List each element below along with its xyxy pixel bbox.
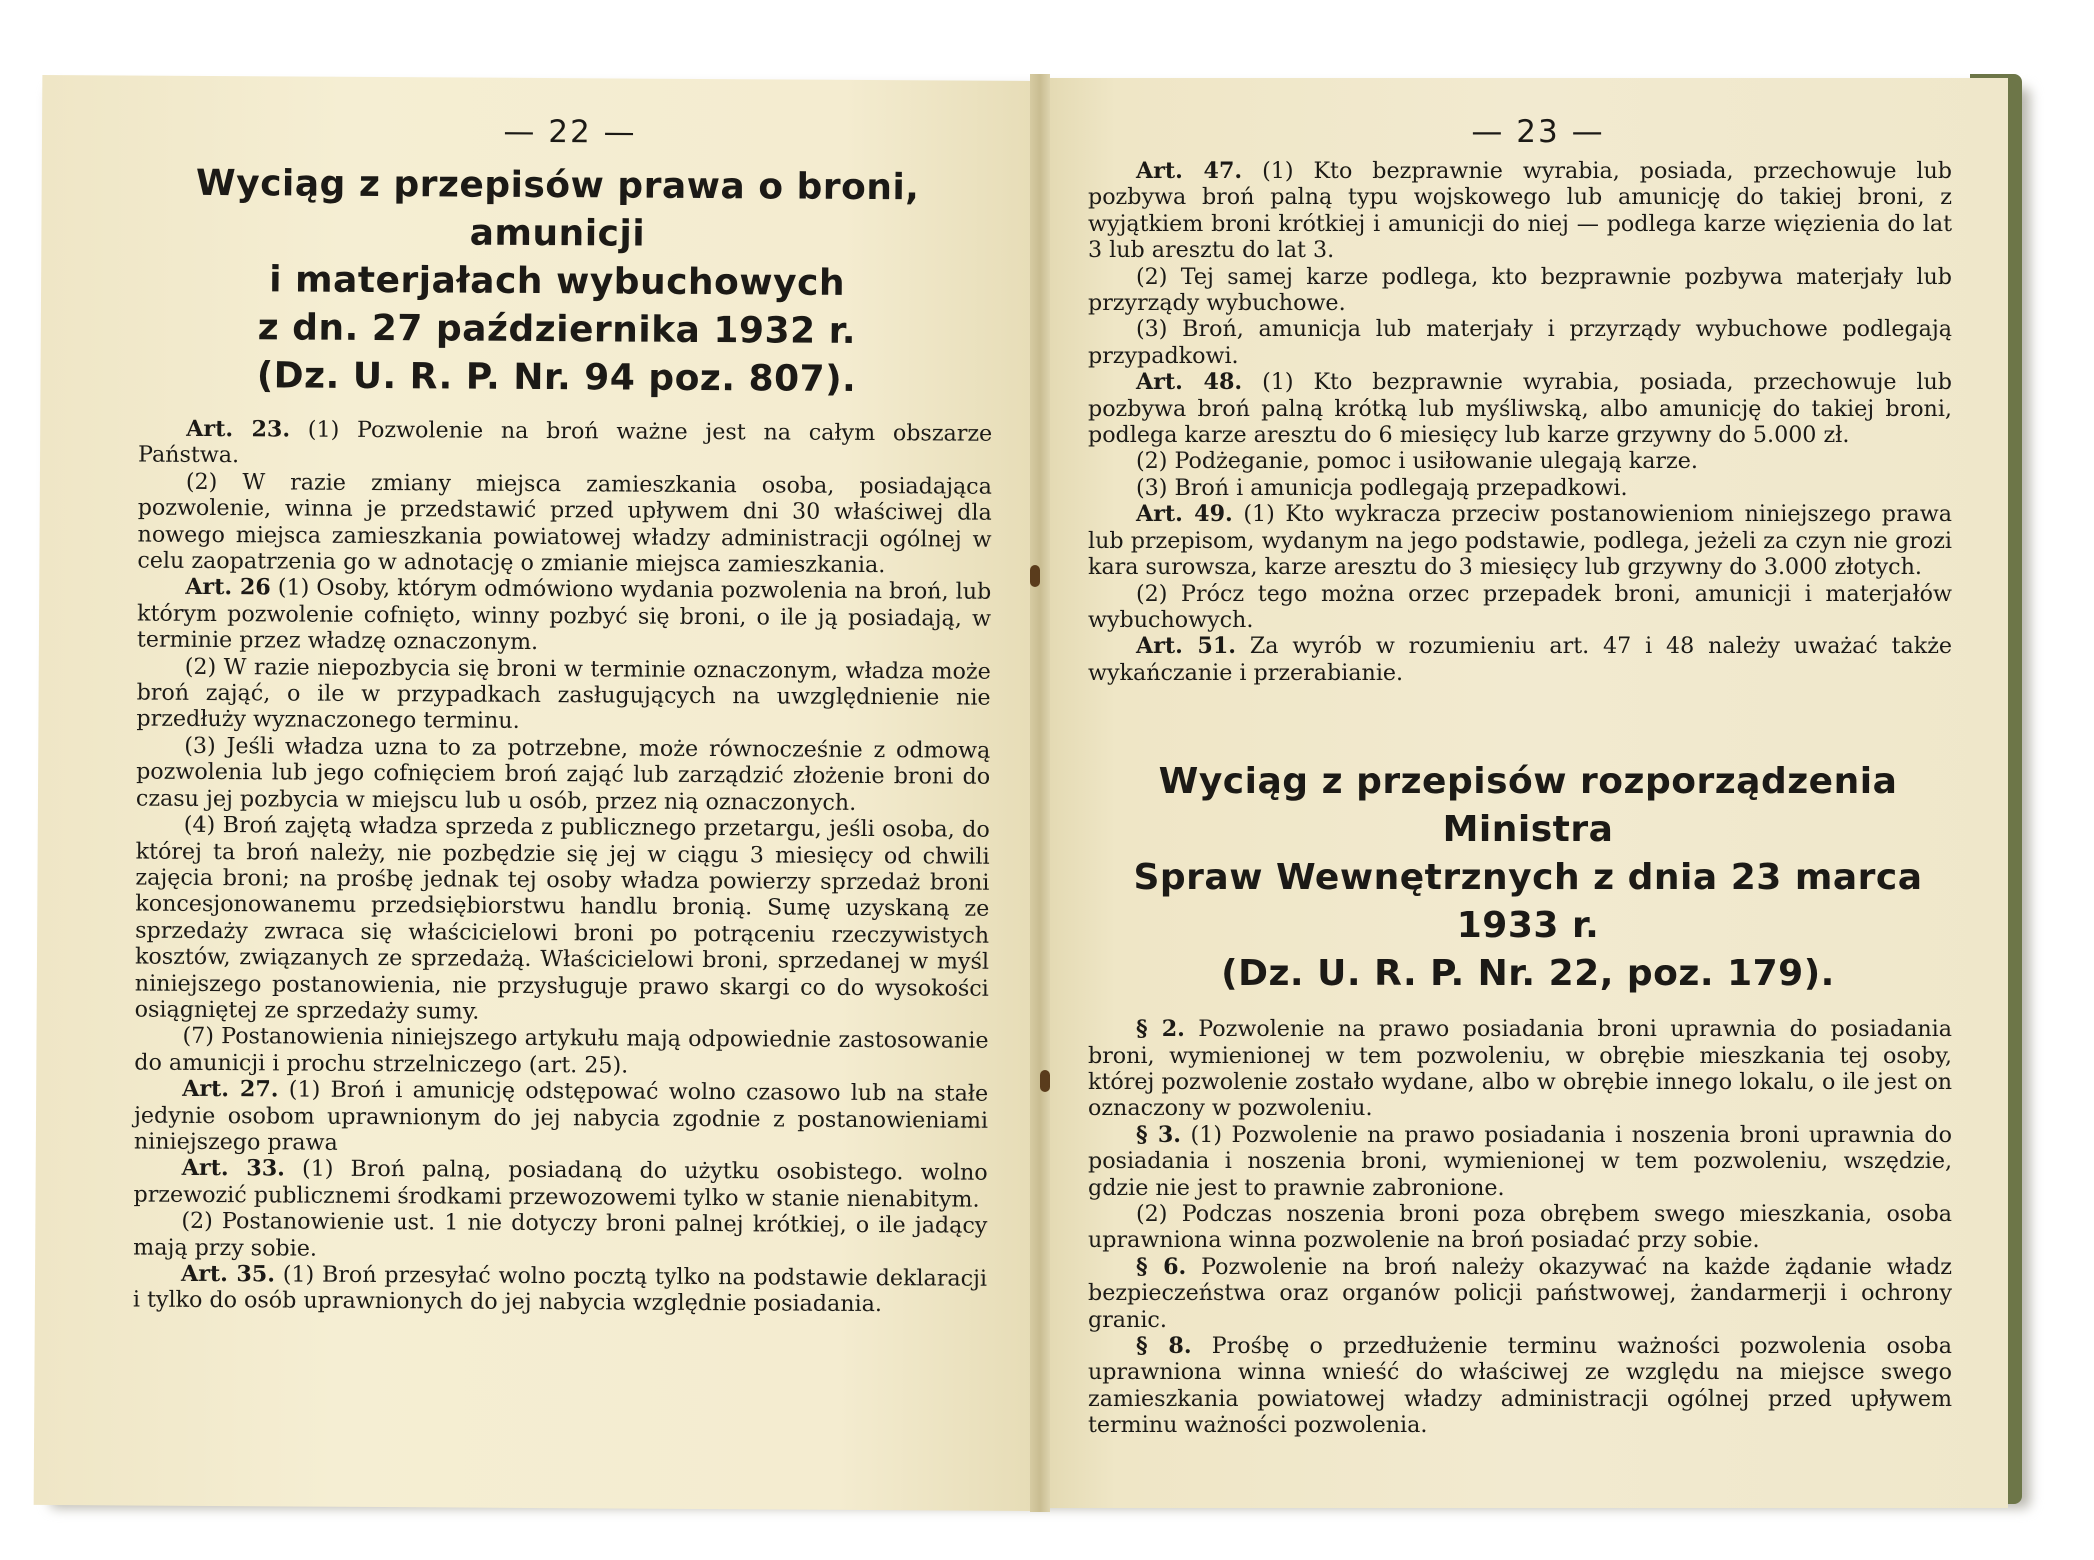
article-text: (7) Postanowienia niniejszego artykułu mają odpowiednie zastosowanie do amunicji i prochu strzelniczego (art. 25). [134, 1023, 989, 1079]
article-number: Art. 35. [180, 1260, 276, 1288]
article-text: Za wyrób w rozumieniu art. 47 i 48 należy uważać także wykańczanie i przerabianie. [1088, 633, 1953, 686]
article-text: (1) Pozwolenie na broń ważne jest na całym obszarze Państwa. [137, 416, 993, 469]
section-number: § 2. [1136, 1016, 1185, 1043]
article-paragraph [133, 1261, 987, 1319]
article-paragraph [133, 1155, 987, 1213]
page-number: — 23 — [1471, 114, 1605, 150]
article-number: Art. 49. [1136, 501, 1233, 528]
article-paragraph [1088, 316, 1952, 369]
right-page-heading [1088, 758, 1968, 998]
section-text: Prośbę o przedłużenie terminu ważności pozwolenia osoba uprawniona winna wnieść do właściwej ze względu na miejsce swego zamieszkania powiatowej władzy administracji ogólnej przed upływem terminu ważności pozwolenia. [1088, 1333, 1952, 1439]
section-text: Pozwolenie na broń należy okazywać na każde żądanie władz bezpieczeństwa oraz organów policji państwowej, żandarmerji i ochrony granic. [1088, 1253, 1953, 1333]
article-text: (2) W razie zmiany miejsca zamieszkania osoba, posiadająca pozwolenie, winna je przedstawić przed upływem dni 30 właściwej dla nowego miejsca zamieszkania powiatowej władzy administracji ogólnej w celu zaopatrzenia go w adnotację o zmianie miejsca zamieszkania. [137, 468, 992, 579]
article-number: Art. 26 [185, 574, 271, 601]
heading-line: (Dz. U. R. P. Nr. 94 poz. 807). [256, 355, 857, 400]
article-paragraph [136, 732, 990, 816]
article-text: (1) Osoby, którym odmówiono wydania pozwolenia na broń, lub którym pozwolenie cofnięto, winny pozbyć się broni, o ile ją posiadają, w terminie przez władzę oznaczonym. [136, 574, 992, 656]
article-paragraph [138, 416, 992, 474]
article-text: (1) Broń przesyłać wolno pocztą tylko na podstawie deklaracji i tylko do osób uprawnionych do jej nabycia względnie posiadania. [132, 1261, 988, 1318]
article-paragraph [1088, 158, 1952, 264]
article-paragraph [1088, 633, 1952, 686]
article-number: Art. 33. [181, 1155, 286, 1182]
article-text: (1) Kto bezprawnie wyrabia, posiada, przechowuje lub pozbywa broń palną krótką lub myśliwską, albo amunicję do takiej broni, podlega karze aresztu do 6 miesięcy lub karze grzywny do 5.000 zł. [1088, 369, 1953, 449]
article-text: (2) Tej samej karze podlega, kto bezprawnie pozbywa materjały lub przyrządy wybuchowe. [1088, 263, 1952, 317]
article-paragraph [134, 1076, 988, 1160]
section-number: § 3. [1136, 1121, 1181, 1148]
heading-line: Wyciąg z przepisów prawa o broni, amunicji [195, 162, 920, 255]
article-text: (2) Podżeganie, pomoc i usiłowanie ulegają karze. [1136, 448, 1698, 475]
section-paragraph [1088, 1016, 1952, 1122]
article-paragraph [1088, 475, 1952, 501]
article-text: (2) Prócz tego można orzec przepadek broni, amunicji i materjałów wybuchowych. [1088, 580, 1952, 633]
article-paragraph [136, 653, 990, 737]
article-text: (3) Broń i amunicja podlegają przepadkowi. [1136, 474, 1628, 501]
article-paragraph [1088, 369, 1952, 448]
section-number: § 8. [1136, 1333, 1192, 1359]
section-paragraph [1088, 1122, 1952, 1201]
article-text: (1) Kto bezprawnie wyrabia, posiada, przechowuje lub pozbywa broń palną typu wojskowego lub amunicję do takiej broni, z wyjątkiem broni krótkiej i amunicji do niej — podlega karze więzienia do lat 3 lub aresztu do lat 3. [1088, 158, 1953, 264]
article-paragraph [135, 812, 990, 1028]
article-paragraph [137, 574, 991, 658]
article-paragraph [1088, 581, 1952, 634]
article-text: (1) Broń i amunicję odstępować wolno czasowo lub na stałe jedynie osobom uprawnionym do jej nabycia zgodnie z postanowieniami niniejszego prawa [133, 1076, 989, 1156]
article-text: (1) Kto wykracza przeciw postanowieniom niniejszego prawa lub przepisom, wydanym na jego podstawie, podlega, jeżeli za czyn nie grozi kara surowsza, karze aresztu do 3 miesięcy lub grzywny do 3.000 złotych. [1088, 501, 1952, 581]
section-number: § 6. [1136, 1253, 1187, 1280]
section-text: Pozwolenie na prawo posiadania broni uprawnia do posiadania broni, wymienionej w tem pozwoleniu, w obrębie mieszkania tej osoby, której pozwolenie zostało wydane, albo w obrębie innego lokalu, o ile jest on oznaczony w pozwoleniu. [1088, 1016, 1952, 1122]
article-number: Art. 47. [1136, 158, 1243, 184]
section-gap [1088, 686, 2008, 758]
heading-line: z dn. 27 października 1932 r. [257, 307, 857, 352]
right-page [1038, 78, 2008, 1508]
booklet-gutter [1030, 74, 1050, 1512]
article-paragraph [137, 468, 992, 579]
left-page [34, 75, 1045, 1511]
article-paragraph [133, 1208, 987, 1266]
section-text: (2) Podczas noszenia broni poza obrębem swego mieszkania, osoba uprawniona winna pozwolenie na broń posiadać przy sobie. [1088, 1200, 1952, 1254]
staple-hole [1040, 1070, 1050, 1092]
page-number: — 22 — [503, 113, 637, 151]
article-text: (2) W razie niepozbycia się broni w terminie oznaczonym, władza może broń zająć, o ile w przypadkach zasługujących na uwzględnienie nie przedłuży wyznaczonego terminu. [136, 653, 991, 735]
left-page-heading [126, 159, 987, 404]
article-number: Art. 51. [1136, 633, 1236, 660]
article-number: Art. 48. [1136, 369, 1243, 396]
article-paragraph [1088, 448, 1952, 474]
article-paragraph [134, 1023, 988, 1081]
section-text: (1) Pozwolenie na prawo posiadania i noszenia broni uprawnia do posiadania i noszenia broni, wymienionej w tem pozwoleniu, wszędzie, gdzie nie jest to prawnie zabronione. [1088, 1121, 1952, 1201]
heading-line: (Dz. U. R. P. Nr. 22, poz. 179). [1221, 953, 1835, 995]
section-paragraph [1088, 1254, 1952, 1333]
heading-line: i materjałach wybuchowych [269, 259, 846, 304]
article-text: (2) Postanowienie ust. 1 nie dotyczy broni palnej krótkiej, o ile jadący mają przy sobie. [133, 1208, 988, 1262]
heading-line: Wyciąg z przepisów rozporządzenia Ministra [1158, 761, 1898, 851]
left-page-body [133, 416, 992, 1319]
staple-hole [1030, 565, 1040, 587]
article-paragraph [1088, 501, 1952, 580]
article-text: (1) Broń palną, posiadaną do użytku osobistego. wolno przewozić publicznemi środkami przewozowemi tylko w stanie nienabitym. [133, 1155, 988, 1213]
article-text: (3) Jeśli władza uzna to za potrzebne, może równocześnie z odmową pozwolenia lub jego cofnięciem broń zająć lub zarządzić złożenie broni do czasu jej pozbycia w miejscu lub u osób, przez nią oznaczonych. [135, 732, 991, 816]
heading-line: Spraw Wewnętrznych z dnia 23 marca 1933 r. [1133, 857, 1923, 947]
right-page-body-2 [1088, 1016, 1952, 1439]
article-number: Art. 27. [182, 1075, 279, 1103]
right-page-body [1088, 158, 1952, 686]
section-paragraph [1088, 1201, 1952, 1254]
article-text: (3) Broń, amunicja lub materjały i przyrządy wybuchowe podlegają przypadkowi. [1088, 316, 1952, 369]
article-number: Art. 23. [186, 415, 291, 443]
article-paragraph [1088, 264, 1952, 317]
article-text: (4) Broń zajętą władza sprzeda z publicznego przetargu, jeśli osoba, do której ta broń należy, nie pozbędzie się jej w ciągu 3 miesięcy od chwili zajęcia broni; na prośbę jednak tej osoby władza powierzy sprzedaż broni koncesjonowanemu przedsiębiorstwu handlu bronią. Sumę uzyskaną ze sprzedaży zwraca się właścicielowi broni po potrąceniu rzeczywistych kosztów, związanych ze sprzedażą. Właścicielowi broni, sprzedanej w myśl niniejszego postanowienia, nie przysługuje prawo skargi co do wysokości osiągniętej ze sprzedaży sumy. [134, 811, 990, 1025]
section-paragraph [1088, 1333, 1952, 1439]
